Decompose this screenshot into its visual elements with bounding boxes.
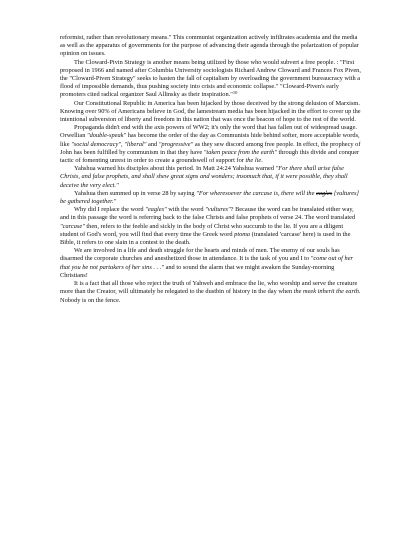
text-run: . Nobody is on the fence. (60, 288, 361, 304)
paragraph (60, 190, 362, 206)
italic-text: the meek inherit the earth (293, 288, 359, 296)
italic-text: ptoma (234, 230, 251, 238)
text-run: We are involved in a life and death struggle for the hearts and minds of men. The enemy of our souls has disarmed the corporate churches and anesthetized those in attendance. It is the task of you and I to (60, 247, 340, 263)
text-run: ? Because the word can be translated either way, and in this passage the word is referring back to the false Christs and false prophets of verse 24. The word translated (60, 206, 356, 222)
document-body (60, 34, 362, 305)
text-run: and (146, 140, 159, 148)
text-run: reformist, rather than revolutionary means." This communist organization actively infiltrates academia and the media as well as the apparatus of governments for the purpose of advancing their agenda through the polarization of popular opinion on issues. (60, 34, 359, 58)
italic-text: [vultures] be gathered together." (60, 189, 359, 206)
text-run: (translated 'carcase' here) is used in the Bible, it refers to one slain in a contest to the death. (60, 230, 351, 247)
italic-text: "carcase" (60, 222, 85, 230)
paragraph (60, 100, 362, 125)
italic-text: "taken peace from the earth" (203, 148, 277, 156)
italic-text: "eagles" (145, 206, 167, 214)
text-run: with the word (166, 206, 206, 214)
text-run: It is a fact that all those who reject the truth of Yahweh and embrace the lie, who worship and serve the creature more than the Creator, will ultimately be relegated to the dustbin of history in the day when (60, 280, 358, 296)
italic-text: the lie (245, 157, 262, 165)
italic-text: "vultures" (205, 206, 231, 214)
text-run: Yahshua warned his disciples about this period. In Matt 24:24 Yahshua warned (74, 165, 276, 173)
paragraph (60, 206, 362, 247)
paragraph (60, 124, 362, 165)
text-run: and to sound the alarm that we might awaken the Sunday-morning Christians! (60, 263, 335, 279)
paragraph (60, 247, 362, 280)
text-run: Why did I replace the word (74, 206, 146, 214)
text-run: has become the order of the day as Communists hide behind softer, more acceptable words, like (60, 132, 360, 148)
italic-text: "social democracy", "liberal" (71, 140, 147, 148)
paragraph (60, 280, 362, 305)
text-run: Our Constitutional Republic in America has been hijacked by those deceived by the strong delusion of Marxism. Knowing over 90% of Americans believe in God, the lamestream media has been hijacked in the effort to cover up the intentional subversion of liberty and freedom in this nation that was once the beacon of hope to the rest of the world. (60, 99, 361, 124)
paragraph (60, 165, 362, 190)
text-run: through this divide and conquer tactic of fomenting unrest in order to create a groundswell of support for (60, 148, 360, 165)
text-run: . (261, 157, 263, 165)
text-run: then, refers to the feeble and sickly in the body of Christ who succumb to the lie. If you are a diligent student of God's word, you will find that every time the Greek word (60, 222, 344, 238)
paragraph (60, 34, 362, 59)
text-run: Propaganda didn't end with the axis powers of WW2; it's only the word that has fallen out of widespread usage. Orwellian (60, 124, 357, 140)
text-run: The Cloward-Pivin Strategy is another means being utilized by those who would subvert a free people. : "First proposed in 1966 and named after Columbia University sociologists Richard Andrew Cloward and Frances Fox Piven, the "Cloward-Piven Strategy" seeks to hasten the fall of capitalism by overloading the government bureaucracy with a flood of impossible demands, thus pushing society into crisis and economic collapse." "Cloward-Piven's early promoters cited radical organizer Saul Allinsky as their inspiration." (60, 58, 361, 99)
paragraph (60, 59, 362, 100)
italic-text: "For wheresoever the carcase is, there will the (196, 189, 316, 197)
text-run: as they sew discord among free people. In effect, the prophecy of John has been fulfilled by communism in that they have (60, 140, 361, 156)
struck-text: eagles (316, 189, 333, 197)
text-run: Yahshua then summed up in verse 28 by saying (74, 189, 197, 197)
italic-text: "progressive" (158, 140, 194, 148)
footnote-ref: 10 (232, 90, 238, 96)
italic-text: "come out of her that you be not partakers of her sins . . ." (60, 255, 353, 271)
italic-text: "For there shall arise false Christs, and false prophets, and shall shew great signs and wonders; insomuch that, if it were possible, they shall deceive the very elect." (60, 165, 348, 189)
italic-text: "double-speak" (86, 132, 127, 140)
